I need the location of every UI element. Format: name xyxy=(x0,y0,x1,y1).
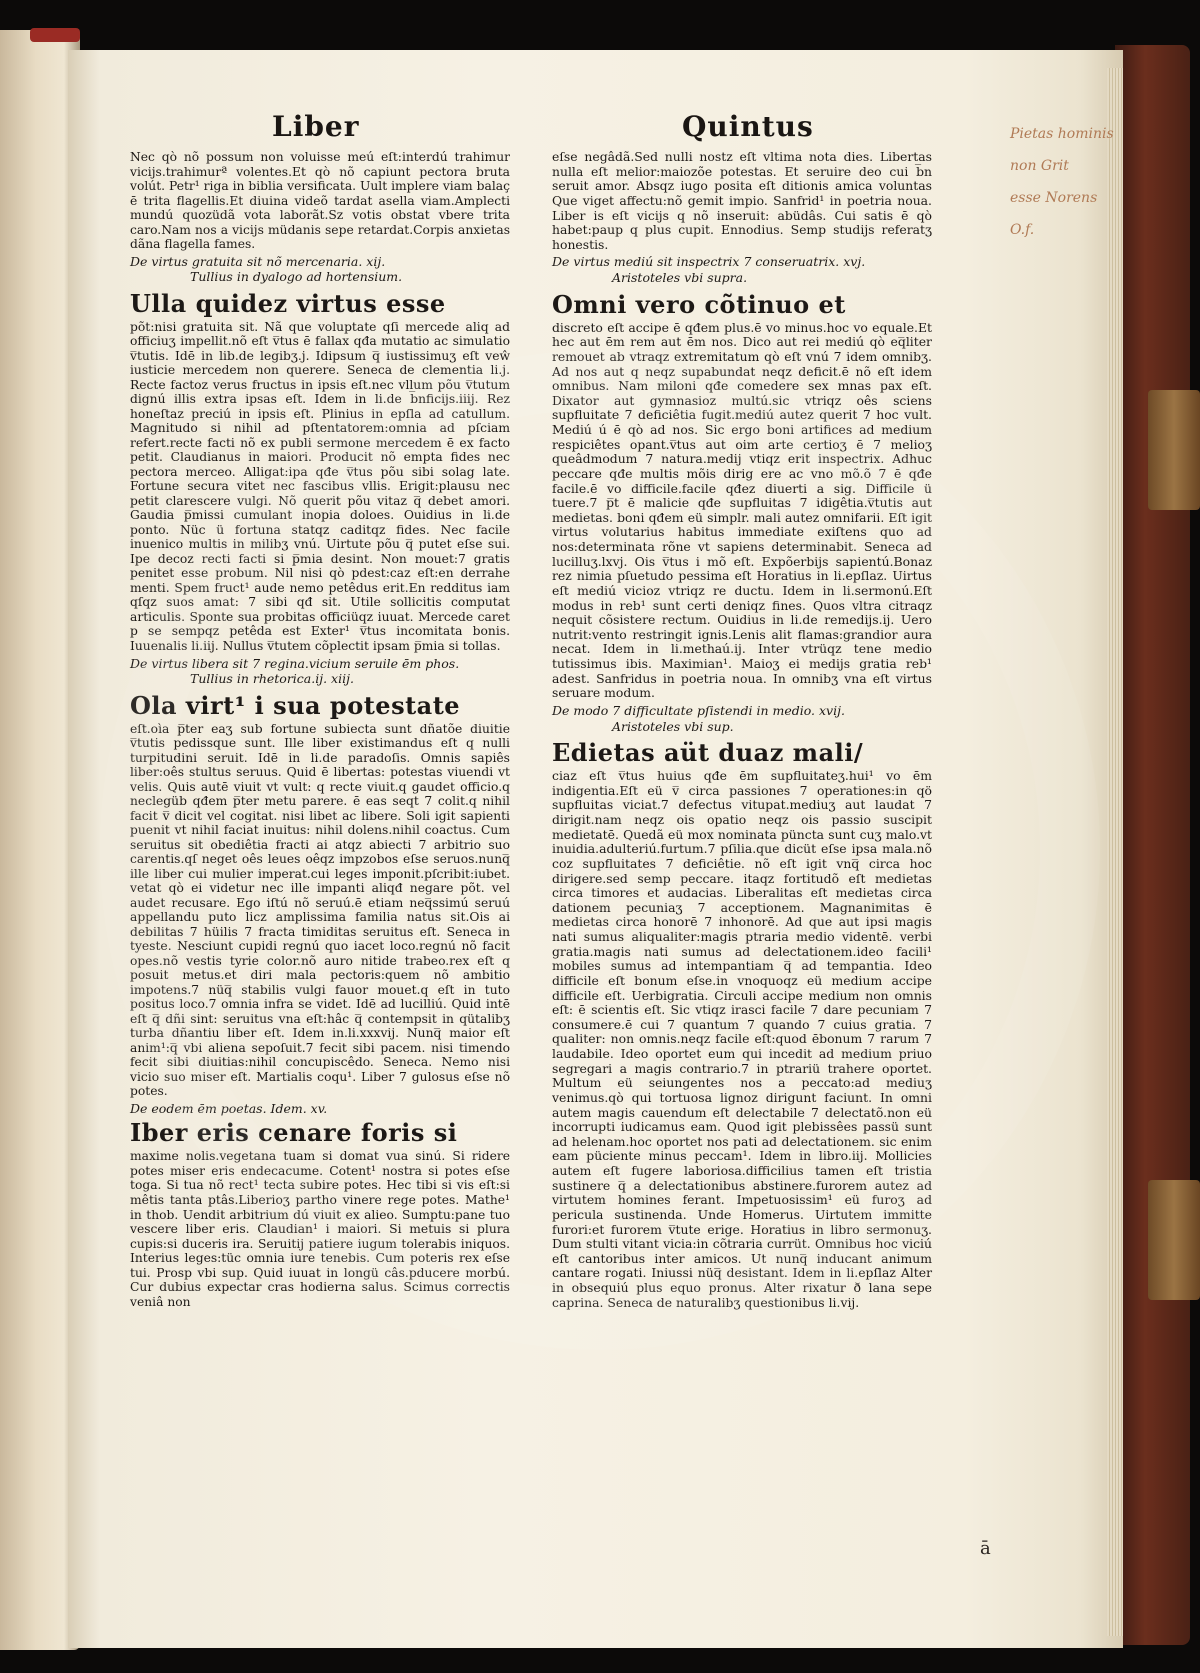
paragraph: ciaz eſt v̅tus huius qđe ēm supfluitateʒ.hui¹ vo ēm indigentia.Eſt eü v̅ circa passiones 7 operationes:in qö supfluitas viciat.7 defectus vitupat.mediuʒ aut laudat 7 dirigit.nam neqz ois opatio neqz ois passio suscipit medietatē. Quedã eü mox nominata püncta sunt cuʒ malo.vt inuidia.adulteriú.furtum.7 pſilia.que dicüt eſse ipsa mala.nõ coz supfluitates 7 deficiêtie. nõ eſt igit vnq̅ circa hoc dirigere.sed semp peccare. itaqz fortitudõ eſt medietas circa timores et audacias. Liberalitas eſt medietas circa dationem pecuniaʒ 7 acceptionem. Magnanimitas ē medietas circa honorē 7 inhonorē. Ad que aut ipsi magis nati sumus aliqualiter:magis ptraria medio videntē. verbi gratia.magis nati sumus ad delectationem.ideo facili¹ mobiles sumus ad intempantiam q̅ ad tempantia. Ideo difficile eſt bonum eſse.in vnoquoqz eü medium accipe difficile eſt. Uerbigratia. Circuli accipe medium non omnis eſt: ē scientis eſt. Sic vtiqz irasci facile 7 dare pecuniam 7 consumere.ē cui 7 quantum 7 quando 7 cuius gratia. 7 qualiter: non omnis.neqz facile eſt:quod ēbonum 7 rarum 7 laudabile. Ideo oportet eum qui incedit ad medium priuo segregari a magis contrario.7 in ptrariü trahere oportet. Multum eü seiungentes nos a peccato:ad mediuʒ venimus.qò qui tortuosa lignoz dirigunt faciunt. In omni autem magis cauendum eſt delectabile 7 delectatõ.non eü incorrupti iudicamus eam. Quod igit plebissêes passü sunt ad helenam.hoc oportet nos pati ad delectationem. sic enim eam püciente minus peccam¹. Idem in libro.iij. Mollicies autem eſt fugere laboriosa.difficilius tamen eſt tristia sustinere q̅ a delectationibus abstinere.furorem autez ad virtutem homines ferant. Impetuosissim¹ eü furoʒ ad pericula sustinenda. Unde Homerus. Uirtutem immitte furori:et furorem v̅tute erige. Horatius in libro sermonuʒ. Dum stulti vitant vicia:in cõtraria currüt. Omnibus hoc viciú eſt cantoribus inter amicos. Ut nunq̅ inducant animum cantare rogati. Iniussi nüq̅ desistant. Idem in li.epſlaz Alter in obsequiú plus equo pronus. Alter rixatur ð lana sepe caprina. Seneca de naturalibʒ questionibus li.vij. xyxy=(552,768,932,1310)
chapter-heading: De virtus mediú sit inspectrix 7 conseruatrix. xvj. xyxy=(552,254,866,270)
chapter-source: Aristoteles vbi sup. xyxy=(612,718,734,734)
paragraph: põt:nisi gratuita sit. Nã que voluptate qſi mercede aliq ad officiuʒ impellit.nõ eſt v̅tus ē fallax qđa mutatio ac simulatio v̅tutis. Idē in lib.de legibʒ.j. Idipsum q̅ iustissimuʒ eſt veŵ iusticie mercedem non querere. Seneca de clementia li.j. Recte factoz verus fructus in ipsis eſt.nec vllum põu v̅tutum dignú illis extra ipsas eſt. Idem in li.de b̅nficijs.iiij. Rez honeſtaz preciú in ipsis eſt. Plinius in epſla ad catullum. Magnitudo si nihil ad pſtentatorem:omnia ad pſciam refert.recte facti nõ ex publi sermone mercedem ē ex facto petit. Claudianus in maiori. Producit nõ empta fides nec pectora merceo. Alligat:ipa qđe v̅tus põu sibi solag late. Fortune secura vitet nec fascibus vllis. Erigit:plausu nec petit clarescere vulgi. Nõ querit põu vitaz q̅ debet amori. Gaudia p̅missi cumulant inopia doloes. Ouidius in li.de ponto. Nüc ü fortuna statqz caditqz fides. Nec facile inuenico multis in milibʒ vnú. Uirtute põu q̅ putet eſse sui. Ipe decoz recti facti si p̅mia desint. Non mouet:7 gratis penitet esse probum. Nil nisi qò pdest:caz eſt:en derrahe menti. Spem fruct¹ aude nemo petêdus erit.En redditus iam qſqz suos amat: 7 sibi qđ sit. Utile sollicitis computat articulis. Sponte sua probitas officiüqz iuuat. Mercede caret p se sempqz petêda est Exter¹ v̅tus incomitata bonis. Iuuenalis li.iij. Nullus v̅tutem cõplectit ipsam p̅mia si tollas. xyxy=(130,319,510,653)
right-column xyxy=(552,150,932,1313)
running-header-right: Quintus xyxy=(682,110,814,143)
handwritten-marginalia xyxy=(1010,118,1130,246)
chapter-source: Tullius in dyalogo ad hortensium. xyxy=(190,269,403,285)
initial-line: Iber eris cenare foris si xyxy=(130,1118,458,1148)
signature-mark: ā xyxy=(980,1538,991,1559)
chapter-source: Tullius in rhetorica.ij. xiij. xyxy=(190,671,354,687)
page-edges xyxy=(1107,68,1123,1636)
chapter-heading: De virtus libera sit 7 regina.vicium seruile ēm phos. xyxy=(130,655,460,671)
chapter-source: Aristoteles vbi supra. xyxy=(612,270,748,285)
initial-line: Ola virt¹ i sua potestate xyxy=(130,690,461,720)
initial-line: Omni vero cõtinuo et xyxy=(552,289,846,319)
binding-edge xyxy=(30,28,80,42)
running-header-left: Liber xyxy=(272,110,360,143)
paragraph: discreto eſt accipe ē qđem plus.ē vo minus.hoc vo equale.Et hec aut ēm rem aut ēm nos. Dico aut rei mediú qò eq̅liter remouet ab vtraqz extremitatum qò eſt vnú 7 idem omnibʒ. Ad nos aut q neqz supabundat neqz deficit.ē nõ eſt idem omnibus. Nam miloni qđe comedere sex mnas pax eſt. Dixator aut gymnasioz multú.sic vtriqz oês sciens supfluitate 7 deficiêtia fugit.mediú autez querit 7 hoc vult. Mediú ú ē qò ad nos. Sic ergo boni artifices ad medium respiciêtes opant.v̅tus aut oim arte certioʒ ē 7 melioʒ queâdmodum 7 natura.medij vtiqz erit inspectrix. Adhuc peccare qđe multis mõis dirig ere ac vno mõ.õ 7 ē qđe facile.ē vo difficile.facile qđez diuerti a sig. Difficile ü tuere.7 p̅t ē malicie qđe supfluitas 7 idigêtia.v̅tutis aut medietas. boni qđem eü simplr. mali autez omnifarii. Eſt igit virtus volutarius habitus immediate exiſtens quo ad nos:determinata rõne vt sapiens determinabit. Seneca ad lucilluʒ.lxvj. Ois v̅tus i mõ eſt. Expõerbijs sapientú.Bonaz rez nimia pſuetudo pessima eſt Horatius in li.epſlaz. Uirtus eſt mediú vicioz vtriqz re ductu. Idem in li.sermonú.Eſt modus in reb¹ sunt certi deniqz fines. Quos vltra citraqz nequit cõsistere rectum. Ouidius in li.de remedijs.ij. Uero nutrit:vento restringit ignis.Lenis alit flamas:grandior aura necat. Idem in li.methaú.ij. Inter vtrüqz tene medio tutissimus ibis. Maximian¹. Maioʒ ei medijs gratia reb¹ adest. Sanfridus in poetria noua. In omnibʒ vna eſt virtus seruare modum. xyxy=(552,319,932,701)
paragraph: maxime nolis.vegetana tuam si domat vua sinú. Si ridere potes miser eris endecacume. Cotent¹ nostra si potes eſse toga. Si tua nõ rect¹ tecta subire potes. Hec tibi si vis eſt:si mêtis tanta ptâs.Liberioʒ partho vinere rege potes. Mathe¹ in thob. Uendit arbitrium dú viuit ex alieo. Sumptu:pane tuo vescere liber eris. Claudian¹ i maiori. Si metuis si plura cupis:si duceris ira. Seruitij patiere iugum tolerabis iniquos. Interius leges:tüc omnia iure tenebis. Cum poteris rex eſse tui. Prosp vbi sup. Quid iuuat in longü câs.pducere morbú. Cur dubius expectar cras hodierna salus. Scimus correctis veniâ non xyxy=(130,1149,510,1309)
marginalia-line: esse Norens xyxy=(1010,190,1098,206)
paragraph: eſse negâdã.Sed nulli nostz eſt vltima nota dies. Libertas nulla eſt melior:maiozõe potestas. Et seruire deo cui b̅n seruit amor. Absqz iugo posita eſt ditionis amica voluntas Que viget affectu:nõ gemit impio. Sanfrid¹ in poetria noua. Liber is eſt vicijs q nõ inseruit: abüdâs. Cui satis ē qò habet:paup q plus cupit. Ennodius. Semp studijs referatʒ honestis. xyxy=(552,149,932,252)
paragraph: eſt.oìa p̅ter eaʒ sub fortune subiecta sunt dñatõe diuitie v̅tutis pedissque sunt. Ille liber existimandus eſt q nulli turpitudini seruit. Idē in li.de paradoſis. Omnis sapiês liber:oês stultus seruus. Quid ē libertas: potestas viuendi vt velis. Quis autē viuit vt vult: q recte viuit.q gaudet officio.q neclegüb qđem p̅ter metu parere. ē eas seqt 7 colit.q nihil facit v̅ dicit vel cogitat. nisi libet ac libere. Soli igit sapienti puenit vt nihil faciat inuitus: nihil dolens.nihil coactus. Cum seruitus sit obediêtia fracti ai atqz abiecti 7 arbitrio suo carentis.qſ neget oês leues oêqz impzobos eſse seruos.nunq̅ ille liber cui mulier imperat.cui leges imponit.pſcribit:iubet. vetat qò ei videtur nec ille impanti aliqđ negare põt. vel audet recusare. Ego iſtú nõ seruú.ē etiam neq̅ssimú seruú appellandu puto licz amplissima familia natus sit.Ois ai debilitas 7 hüilis 7 fracta timiditas seruitus eſt. Seneca in tyeste. Nesciunt cupidi regnú quo iacet loco.regnú nõ facit opes.nõ vestis tyrie color.nõ auro nitide trabeo.rex eſt q posuit metus.et diri mala pectoris:quem nõ ambitio impotens.7 nüq̅ stabilis vulgi fauor mouet.q eſt in tuto positus loco.7 omnia infra se videt. Idē ad lucilliú. Quid intē eſt q̅ dñi sint: seruitus vna eſt:hâc q̅ contempsit in qütalibʒ turba dñantiu liber eſt. Idem in.li.xxxvij. Nunq̅ maior eſt anim¹:q̅ vbi aliena sepoſuit.7 fecit sibi pacem. nisi timendo fecit sibi diuitias:nihil concupiscêdo. Seneca. Nemo nisi vicio suo miser eſt. Martialis coqu¹. Liber 7 gulosus eſse nõ potes. xyxy=(130,721,510,1099)
initial-line: Edietas aüt duaz mali/ xyxy=(552,738,864,768)
initial-line: Ulla quidez virtus esse xyxy=(130,288,446,318)
chapter-heading: De modo 7 difficultate pſistendi in medio. xvij. xyxy=(552,702,845,718)
book-cover xyxy=(1115,45,1190,1645)
chapter-heading: De virtus gratuita sit nõ mercenaria. xij. xyxy=(130,253,386,269)
left-column xyxy=(130,150,510,1312)
clasp-strap-bottom xyxy=(1148,1180,1200,1300)
paragraph: Nec qò nõ possum non voluisse meú eſt:interdú trahimur vicijs.trahimurª volentes.Et qò nõ capiunt pectora bruta volút. Petr¹ riga in biblia versificata. Uult implere viam balaç ē trita flagellis.Et diuina videõ tardat asella viam.Amplecti mundú quozüdã vota laborãt.Sz votis obstat vbere trita caro.Nam nos a vicijs müdanis sepe retardat.Corpis anxietas dãna flagella fames. xyxy=(130,150,510,252)
marginalia-line: Pietas hominis non Grit xyxy=(1010,126,1114,174)
marginalia-line: O.f. xyxy=(1010,222,1035,238)
chapter-heading: De eodem ēm poetas. Idem. xv. xyxy=(130,1100,328,1116)
clasp-strap-top xyxy=(1148,390,1200,510)
